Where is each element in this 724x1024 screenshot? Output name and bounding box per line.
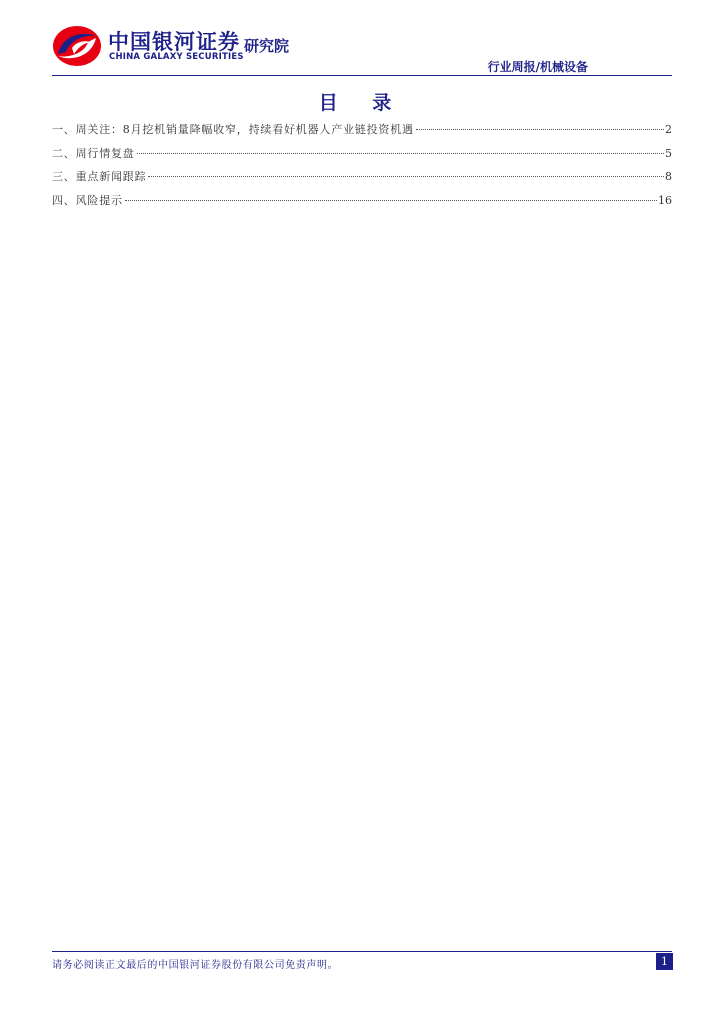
toc-entry[interactable] [52,121,672,145]
toc-leader-dots [125,200,657,201]
toc-entry[interactable] [52,145,672,169]
toc-leader-dots [148,176,664,177]
toc-entry-page: 5 [665,146,672,160]
toc-leader-dots [416,129,664,130]
footer-divider [52,951,672,952]
toc-entry-text: 四、风险提示 [52,193,123,207]
toc-entry[interactable] [52,192,672,216]
toc-entry-text: 三、重点新闻跟踪 [52,170,147,183]
brand-subtitle: 研究院 [244,37,290,55]
toc-entry-text: 二、周行情复盘 [52,146,135,160]
toc-entry-page: 16 [658,193,672,207]
toc-leader-dots [137,153,664,154]
toc-entry[interactable] [52,168,672,192]
galaxy-logo-icon [52,24,102,68]
brand-name-en: CHINA GALAXY SECURITIES [109,52,244,62]
toc-title: 目 录 [318,92,406,114]
toc-entry-page: 8 [665,170,672,183]
report-type-label: 行业周报/机械设备 [487,60,588,74]
toc-entry-page: 2 [665,123,672,136]
brand-name-cn: 中国银河证券 [108,30,240,54]
page-header [0,0,724,80]
header-divider [52,75,672,76]
table-of-contents [52,121,672,215]
page-number-badge: 1 [656,953,673,970]
footer-disclaimer: 请务必阅读正文最后的中国银河证券股份有限公司免责声明。 [52,960,339,971]
toc-entry-text: 一、周关注：8月挖机销量降幅收窄，持续看好机器人产业链投资机遇 [52,123,414,136]
